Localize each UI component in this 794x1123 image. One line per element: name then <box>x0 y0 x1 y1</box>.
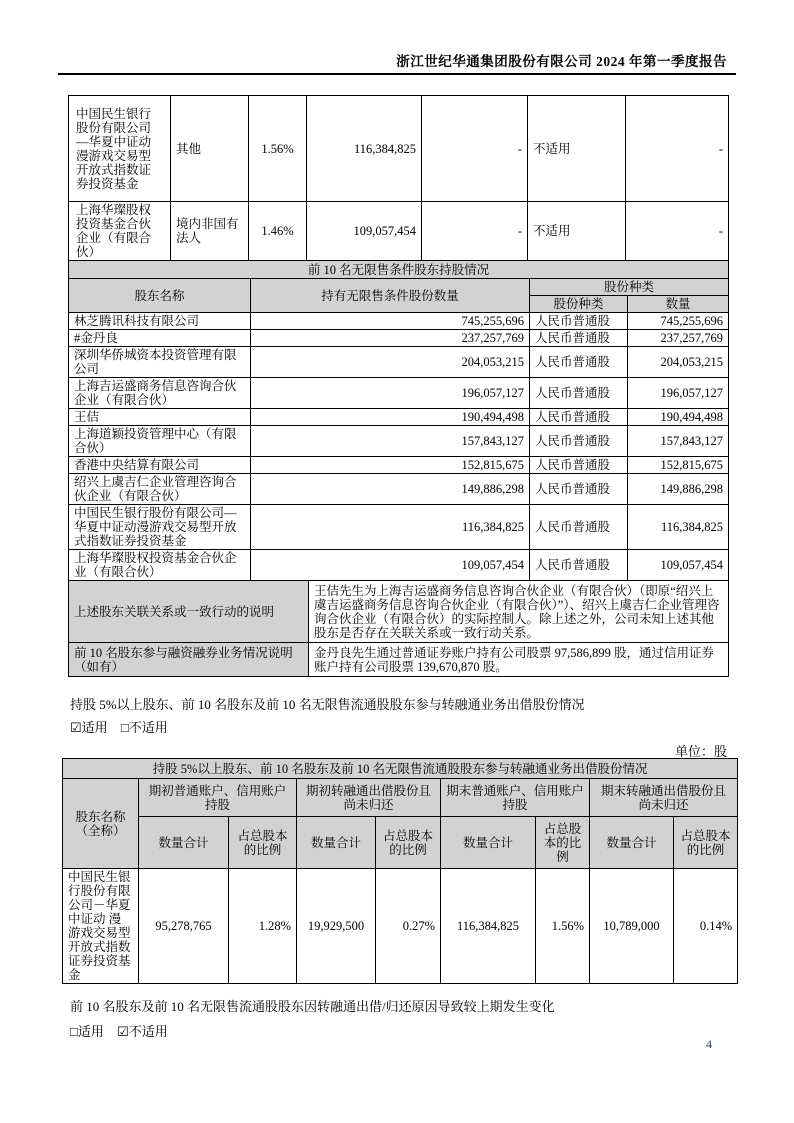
shares-count-cell: 109,057,454 <box>307 202 422 261</box>
restricted-shares-cell: - <box>422 202 528 261</box>
unrestricted-shares-cell: 116,384,825 <box>251 505 530 550</box>
end-qty-cell: 116,384,825 <box>441 869 536 984</box>
begin-lent-qty-cell: 19,929,500 <box>297 869 376 984</box>
table-title-cell: 持股 5%以上股东、前 10 名股东及前 10 名无限售流通股股东参与转融通业务出借股份情况 <box>63 759 738 779</box>
table-row <box>69 378 729 409</box>
unrestricted-shares-cell: 237,257,769 <box>251 330 530 347</box>
col-header-amount: 数量 <box>628 296 729 313</box>
shareholder-nature-cell: 其他 <box>171 96 249 202</box>
margin-note-label-cell: 前 10 名股东参与融资融券业务情况说明（如有） <box>69 643 309 677</box>
shareholder-name-cell: 绍兴上虞吉仁企业管理咨询合伙企业（有限合伙） <box>69 474 251 505</box>
shareholding-ratio-cell: 1.56% <box>249 96 307 202</box>
page-number: 4 <box>706 1037 712 1051</box>
table-header-row <box>69 279 729 296</box>
margin-note-text-cell: 金丹良先生通过普通证券账户持有公司股票 97,586,899 股，通过信用证券账户持有公司股票 139,670,870 股。 <box>309 643 729 677</box>
change-applicability-line <box>70 1021 168 1040</box>
begin-qty-cell: 95,278,765 <box>139 869 229 984</box>
shareholder-name-cell: 中国民生银行股份有限公司－华夏中证动 漫游戏交易型开放式指数证券投资基金 <box>63 869 139 984</box>
share-amount-cell: 157,843,127 <box>628 426 729 457</box>
shareholder-name-cell: 上海道颖投资管理中心（有限合伙） <box>69 426 251 457</box>
table-row <box>69 550 729 581</box>
unrestricted-shares-cell: 204,053,215 <box>251 347 530 378</box>
restricted-shares-cell: - <box>422 96 528 202</box>
pledge-amount-cell: - <box>626 202 729 261</box>
col-header-pct-of-capital: 占总股本的比例 <box>229 817 297 869</box>
relation-note-row <box>69 581 729 643</box>
share-amount-cell: 149,886,298 <box>628 474 729 505</box>
table-row <box>69 474 729 505</box>
shareholder-name-cell: 林芝腾讯科技有限公司 <box>69 313 251 330</box>
table-row <box>69 202 729 261</box>
unit-label: 单位：股 <box>674 744 727 759</box>
unrestricted-shares-cell: 196,057,127 <box>251 378 530 409</box>
table-row <box>69 347 729 378</box>
col-header-share-type: 股份种类 <box>530 296 628 313</box>
share-type-cell: 人民币普通股 <box>530 378 628 409</box>
table-row <box>69 457 729 474</box>
col-header-unrestricted-shares: 持有无限售条件股份数量 <box>251 279 530 313</box>
header-divider <box>58 73 736 75</box>
table-row <box>69 409 729 426</box>
report-header-title: 浙江世纪华通集团股份有限公司 2024 年第一季度报告 <box>396 54 727 69</box>
table-row <box>69 96 729 202</box>
share-amount-cell: 237,257,769 <box>628 330 729 347</box>
unrestricted-shares-cell: 152,815,675 <box>251 457 530 474</box>
end-lent-pct-cell: 0.14% <box>674 869 738 984</box>
pledge-amount-cell: - <box>626 96 729 202</box>
shareholder-name-cell: 王佶 <box>69 409 251 426</box>
col-group-end-lent-outstanding: 期末转融通出借股份且尚未归还 <box>590 779 738 817</box>
refinancing-lending-table <box>62 758 738 984</box>
unrestricted-shares-cell: 190,494,498 <box>251 409 530 426</box>
share-amount-cell: 109,057,454 <box>628 550 729 581</box>
shareholder-name-cell: 上海华璨股权投资基金合伙企业（有限合伙） <box>69 202 171 261</box>
checkbox-applicable-checked-icon: ☑适用 <box>70 720 108 735</box>
checkbox-not-applicable-checked-icon: ☑不适用 <box>117 1024 168 1039</box>
col-header-shareholder-name: 股东名称 <box>69 279 251 313</box>
table-title-cell: 前 10 名无限售条件股东持股情况 <box>69 261 729 279</box>
share-type-cell: 人民币普通股 <box>530 505 628 550</box>
shares-count-cell: 116,384,825 <box>307 96 422 202</box>
relation-note-label-cell: 上述股东关联关系或一致行动的说明 <box>69 581 309 643</box>
col-header-pct-of-capital: 占总股本的比例 <box>536 817 590 869</box>
unrestricted-shares-cell: 745,255,696 <box>251 313 530 330</box>
share-type-cell: 人民币普通股 <box>530 426 628 457</box>
col-header-qty-total: 数量合计 <box>139 817 229 869</box>
pledge-status-cell: 不适用 <box>528 202 626 261</box>
col-header-qty-total: 数量合计 <box>590 817 674 869</box>
shareholding-ratio-cell: 1.46% <box>249 202 307 261</box>
shareholder-name-cell: 上海华璨股权投资基金合伙企业（有限合伙） <box>69 550 251 581</box>
share-amount-cell: 116,384,825 <box>628 505 729 550</box>
share-type-cell: 人民币普通股 <box>530 409 628 426</box>
shareholder-name-cell: 中国民生银行股份有限公司—华夏中证动漫游戏交易型开放式指数证券投资基金 <box>69 96 171 202</box>
share-type-cell: 人民币普通股 <box>530 474 628 505</box>
table-title-row <box>63 759 738 779</box>
unrestricted-shares-cell: 149,886,298 <box>251 474 530 505</box>
end-pct-cell: 1.56% <box>536 869 590 984</box>
checkbox-not-applicable-icon: □不适用 <box>120 720 168 735</box>
pledge-status-cell: 不适用 <box>528 96 626 202</box>
col-header-qty-total: 数量合计 <box>441 817 536 869</box>
unrestricted-shares-cell: 157,843,127 <box>251 426 530 457</box>
shareholder-tables <box>68 95 728 677</box>
col-group-end-accounts: 期末普通账户、信用账户持股 <box>441 779 590 817</box>
change-section-heading: 前 10 名股东及前 10 名无限售流通股股东因转融通出借/归还原因导致较上期发生变化 <box>70 999 555 1014</box>
table-header-row <box>63 779 738 817</box>
share-amount-cell: 745,255,696 <box>628 313 729 330</box>
table-title-row <box>69 261 729 279</box>
table-row <box>69 313 729 330</box>
end-lent-qty-cell: 10,789,000 <box>590 869 674 984</box>
table-row <box>63 869 738 984</box>
col-header-shareholder-fullname: 股东名称（全称） <box>63 779 139 869</box>
lending-section-heading: 持股 5%以上股东、前 10 名股东及前 10 名无限售流通股股东参与转融通业务出借股份情况 <box>70 697 585 712</box>
col-header-share-type-group: 股份种类 <box>530 279 729 296</box>
margin-note-row <box>69 643 729 677</box>
share-type-cell: 人民币普通股 <box>530 457 628 474</box>
shareholder-name-cell: 中国民生银行股份有限公司—华夏中证动漫游戏交易型开放式指数证券投资基金 <box>69 505 251 550</box>
col-header-qty-total: 数量合计 <box>297 817 376 869</box>
col-group-begin-lent-outstanding: 期初转融通出借股份且尚未归还 <box>297 779 441 817</box>
shareholder-name-cell: #金丹良 <box>69 330 251 347</box>
col-header-pct-of-capital: 占总股本的比例 <box>376 817 441 869</box>
table-row <box>69 330 729 347</box>
checkbox-applicable-icon: □适用 <box>70 1024 104 1039</box>
table-row <box>69 426 729 457</box>
table-subheader-row <box>63 817 738 869</box>
top10-unrestricted-shareholders-table <box>68 260 729 677</box>
begin-lent-pct-cell: 0.27% <box>376 869 441 984</box>
share-amount-cell: 152,815,675 <box>628 457 729 474</box>
shareholder-name-cell: 上海吉运盛商务信息咨询合伙企业（有限合伙） <box>69 378 251 409</box>
share-amount-cell: 196,057,127 <box>628 378 729 409</box>
col-group-begin-accounts: 期初普通账户、信用账户持股 <box>139 779 297 817</box>
shareholder-name-cell: 香港中央结算有限公司 <box>69 457 251 474</box>
shareholder-nature-cell: 境内非国有法人 <box>171 202 249 261</box>
table-row <box>69 505 729 550</box>
share-amount-cell: 190,494,498 <box>628 409 729 426</box>
share-type-cell: 人民币普通股 <box>530 550 628 581</box>
relation-note-text-cell: 王佶先生为上海吉运盛商务信息咨询合伙企业（有限合伙）（即原“绍兴上虞吉运盛商务信息咨询合伙企业（有限合伙）”）、绍兴上虞吉仁企业管理咨询合伙企业（有限合伙）的实际控制人。除上述之外，公司未知上述其他股东是否存在关联关系或一致行动关系。 <box>309 581 729 643</box>
share-type-cell: 人民币普通股 <box>530 347 628 378</box>
share-type-cell: 人民币普通股 <box>530 330 628 347</box>
lending-applicability-line <box>70 717 168 736</box>
share-type-cell: 人民币普通股 <box>530 313 628 330</box>
unrestricted-shares-cell: 109,057,454 <box>251 550 530 581</box>
shareholder-name-cell: 深圳华侨城资本投资管理有限公司 <box>69 347 251 378</box>
top10-shareholders-table-continued <box>68 95 729 261</box>
col-header-pct-of-capital: 占总股本的比例 <box>674 817 738 869</box>
begin-pct-cell: 1.28% <box>229 869 297 984</box>
share-amount-cell: 204,053,215 <box>628 347 729 378</box>
